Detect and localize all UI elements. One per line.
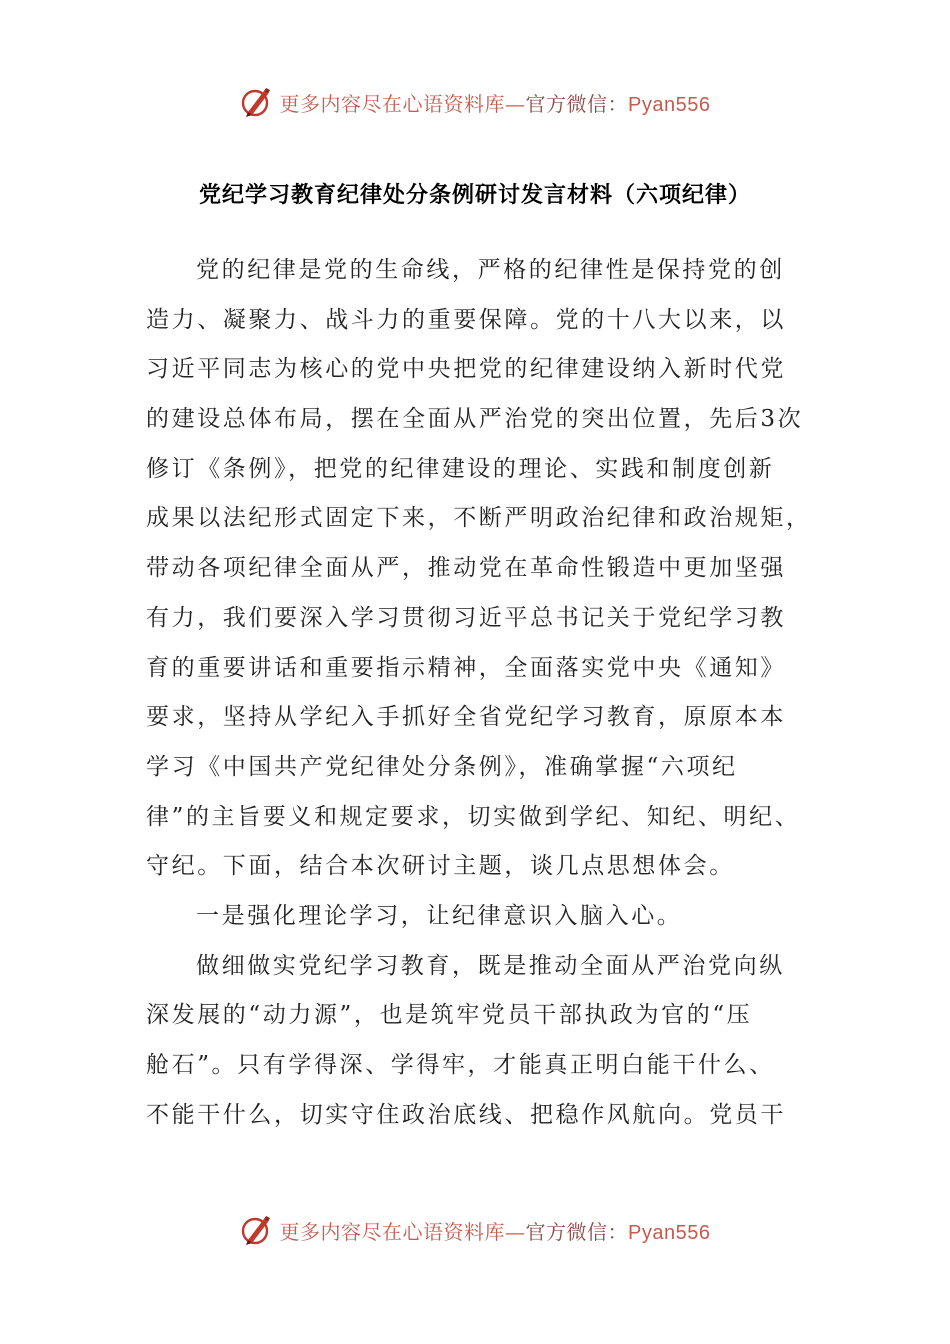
header-banner-wechat-id: Pyan556 [628,93,711,116]
body-line: 做细做实党纪学习教育，既是推动全面从严治党向纵 [196,952,785,979]
body-line: 有力，我们要深入学习贯彻习近平总书记关于党纪学习教 [146,604,786,631]
footer-banner [0,1208,950,1252]
section-heading: 一是强化理论学习，让纪律意识入脑入心。 [196,902,683,929]
body-line: 舱石”。只有学得深、学得牢，才能真正明白能干什么、 [146,1052,775,1078]
body-line: 的建设总体布局，摆在全面从严治党的突出位置，先后3次 [146,406,804,433]
body-line: 育的重要讲话和重要指示精神，全面落实党中央《通知》 [146,654,786,681]
header-banner [0,80,950,124]
body-line: 要求，坚持从学纪入手抓好全省党纪学习教育，原原本本 [146,704,786,731]
body-line: 成果以法纪形式固定下来，不断严明政治纪律和政治规矩， [146,505,812,532]
body-line: 学习《中国共产党纪律处分条例》，准确掌握“六项纪 [146,753,738,780]
body-line: 带动各项纪律全面从严，推动党在革命性锻造中更加坚强 [146,555,786,582]
body-line: 律”的主旨要义和规定要求，切实做到学纪、知纪、明纪、 [146,803,801,830]
body-line: 造力、凝聚力、战斗力的重要保障。党的十八大以来，以 [146,306,786,333]
body-line: 不能干什么，切实守住政治底线、把稳作风航向。党员干 [146,1101,786,1128]
footer-banner-text [280,1216,711,1245]
body-line: 党的纪律是党的生命线，严格的纪律性是保持党的创 [196,257,785,283]
header-banner-main-text: 更多内容尽在心语资料库— [279,91,526,116]
footer-banner-main-text: 更多内容尽在心语资料库— [279,1219,526,1244]
body-line: 守纪。下面，结合本次研讨主题，谈几点思想体会。 [146,853,735,880]
body-line: 习近平同志为核心的党中央把党的纪律建设纳入新时代党 [146,356,786,383]
header-banner-content [240,85,711,119]
footer-banner-content [240,1213,711,1247]
document-title: 党纪学习教育纪律处分条例研讨发言材料（六项纪律） [198,183,751,208]
header-banner-text [280,88,711,117]
body-line: 修订《条例》，把党的纪律建设的理论、实践和制度创新 [146,455,775,482]
header-banner-wechat-label: 官方微信： [525,91,629,116]
document-body [146,246,812,1140]
footer-banner-wechat-label: 官方微信： [525,1219,629,1244]
footer-banner-wechat-id: Pyan556 [628,1221,711,1244]
pen-logo-icon [240,1213,274,1247]
pen-logo-icon [240,85,274,119]
body-line: 深发展的“动力源”，也是筑牢党员干部执政为官的“压 [146,1002,753,1029]
